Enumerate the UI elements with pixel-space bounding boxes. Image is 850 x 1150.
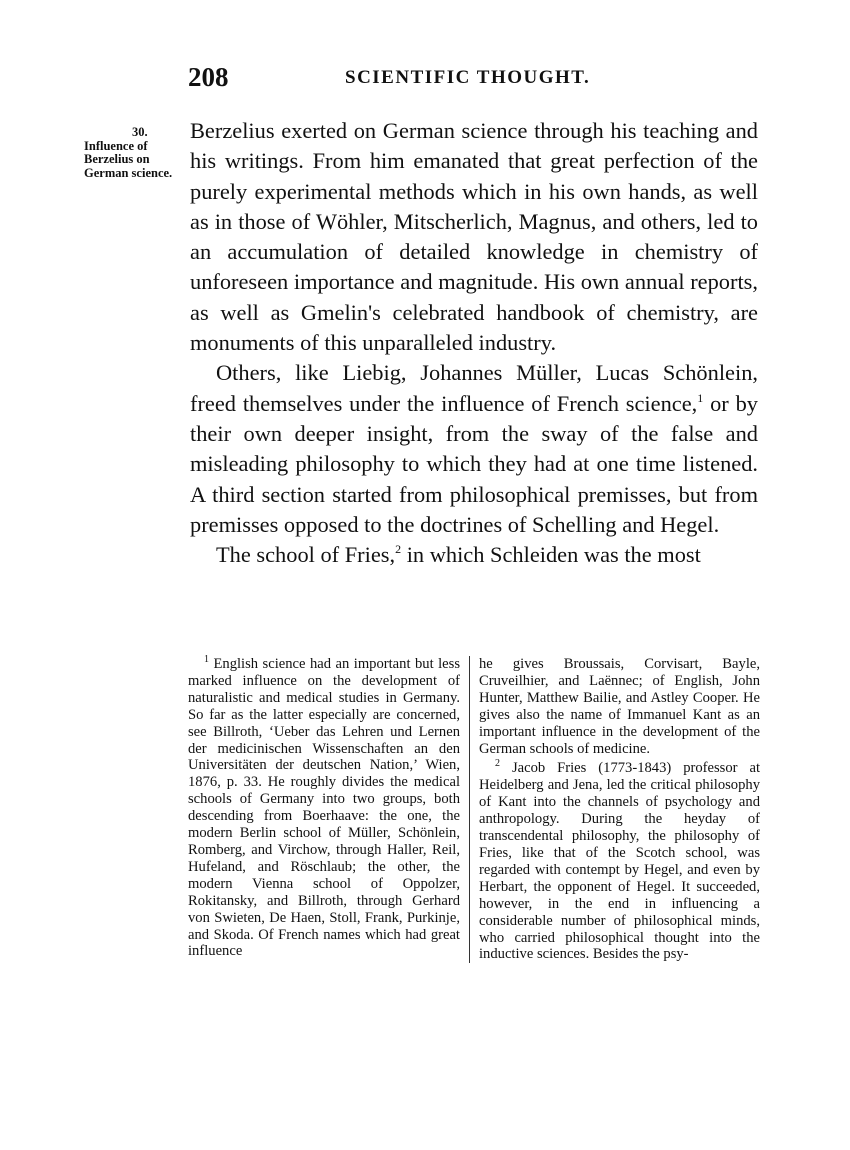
footnote-ref-1: 1 xyxy=(697,390,704,405)
paragraph-2-text-b: or by their own deeper insight, from the sway of the false and misleading philosophy to which they had at one time listened. A third section started from philosophical premisses, but from premisses opposed to the doctrines of Schelling and Hegel. xyxy=(190,390,758,537)
paragraph-1: Berzelius exerted on German science through his teaching and his writings. From him emanated that great perfection of the purely experimental methods which in his own hands, as well as in those of Wöhler, Mitscherlich, Magnus, and others, led to an accumulation of detailed knowledge in chemistry of unforeseen importance and magnitude. His own annual reports, as well as Gmelin's celebrated handbook of chemistry, are monuments of this unparalleled industry. xyxy=(190,118,758,356)
body-text xyxy=(190,116,758,570)
footnote-2 xyxy=(479,760,760,963)
footnote-column-left xyxy=(188,656,469,963)
paragraph-2 xyxy=(190,358,758,540)
footnote-ref-2: 2 xyxy=(395,542,402,557)
footnote-2-marker: 2 xyxy=(495,758,500,770)
footnote-2-text: Jacob Fries (1773-1843) professor at Heidelberg and Jena, led the critical philosophy of Kant into the channels of psychology and anthropology. During the heyday of transcendental philosophy, the philosophy of Fries, like that of the Scotch school, was regarded with contempt by Hegel, and even by Herbart, the opponent of Hegel. It succeeded, however, in the end in influencing a considerable number of philosophical minds, who carried philosophical thought into the inductive sciences. Besides the psy- xyxy=(479,760,760,963)
paragraph-3 xyxy=(190,540,758,570)
paragraph-3-text-b: in which Schleiden was the most xyxy=(401,542,701,568)
footnote-1-continued: he gives Broussais, Corvisart, Bayle, Cruveilhier, and Laënnec; of English, John Hunter, Matthew Bailie, and Astley Cooper. He gives also the name of Immanuel Kant as an important influence in the development of the German schools of medicine. xyxy=(479,656,760,757)
footnote-column-right xyxy=(469,656,760,963)
margin-note-text: Influence of Berzelius on German science. xyxy=(84,138,173,180)
footnotes xyxy=(188,656,760,963)
footnote-1-marker: 1 xyxy=(204,654,209,665)
page-number: 208 xyxy=(188,62,229,92)
margin-note xyxy=(84,126,184,180)
paragraph-3-text-a: The school of Fries, xyxy=(216,542,396,568)
running-title: SCIENTIFIC THOUGHT. xyxy=(345,67,591,88)
footnote-1-text: English science had an important but less marked influence on the development of naturalistic and medical studies in Germany. So far as the latter especially are concerned, see Billroth, ‘Ueber das Lehren und Lernen der medicinischen Wissenschaften an den Universitäten der deutschen Nation,’ Wien, 1876, p. 33. He roughly divides the medical schools of Germany into two groups, both descending from Boerhaave: the one, the modern Berlin school of Müller, Schönlein, Romberg, and Virchow, through Haller, Reil, Hufeland, and Röschlaub; the other, the modern Vienna school of Oppolzer, Rokitansky, and Billroth, through Gerhard von Swieten, De Haen, Stoll, Frank, Purkinje, and Skoda. Of French names which had great influence xyxy=(188,656,460,960)
paragraph-2-text-a: Others, like Liebig, Johannes Müller, Lucas Schönlein, freed themselves under the influence of French science, xyxy=(190,360,758,416)
margin-note-number: 30. xyxy=(132,125,148,139)
footnote-1 xyxy=(188,656,460,960)
